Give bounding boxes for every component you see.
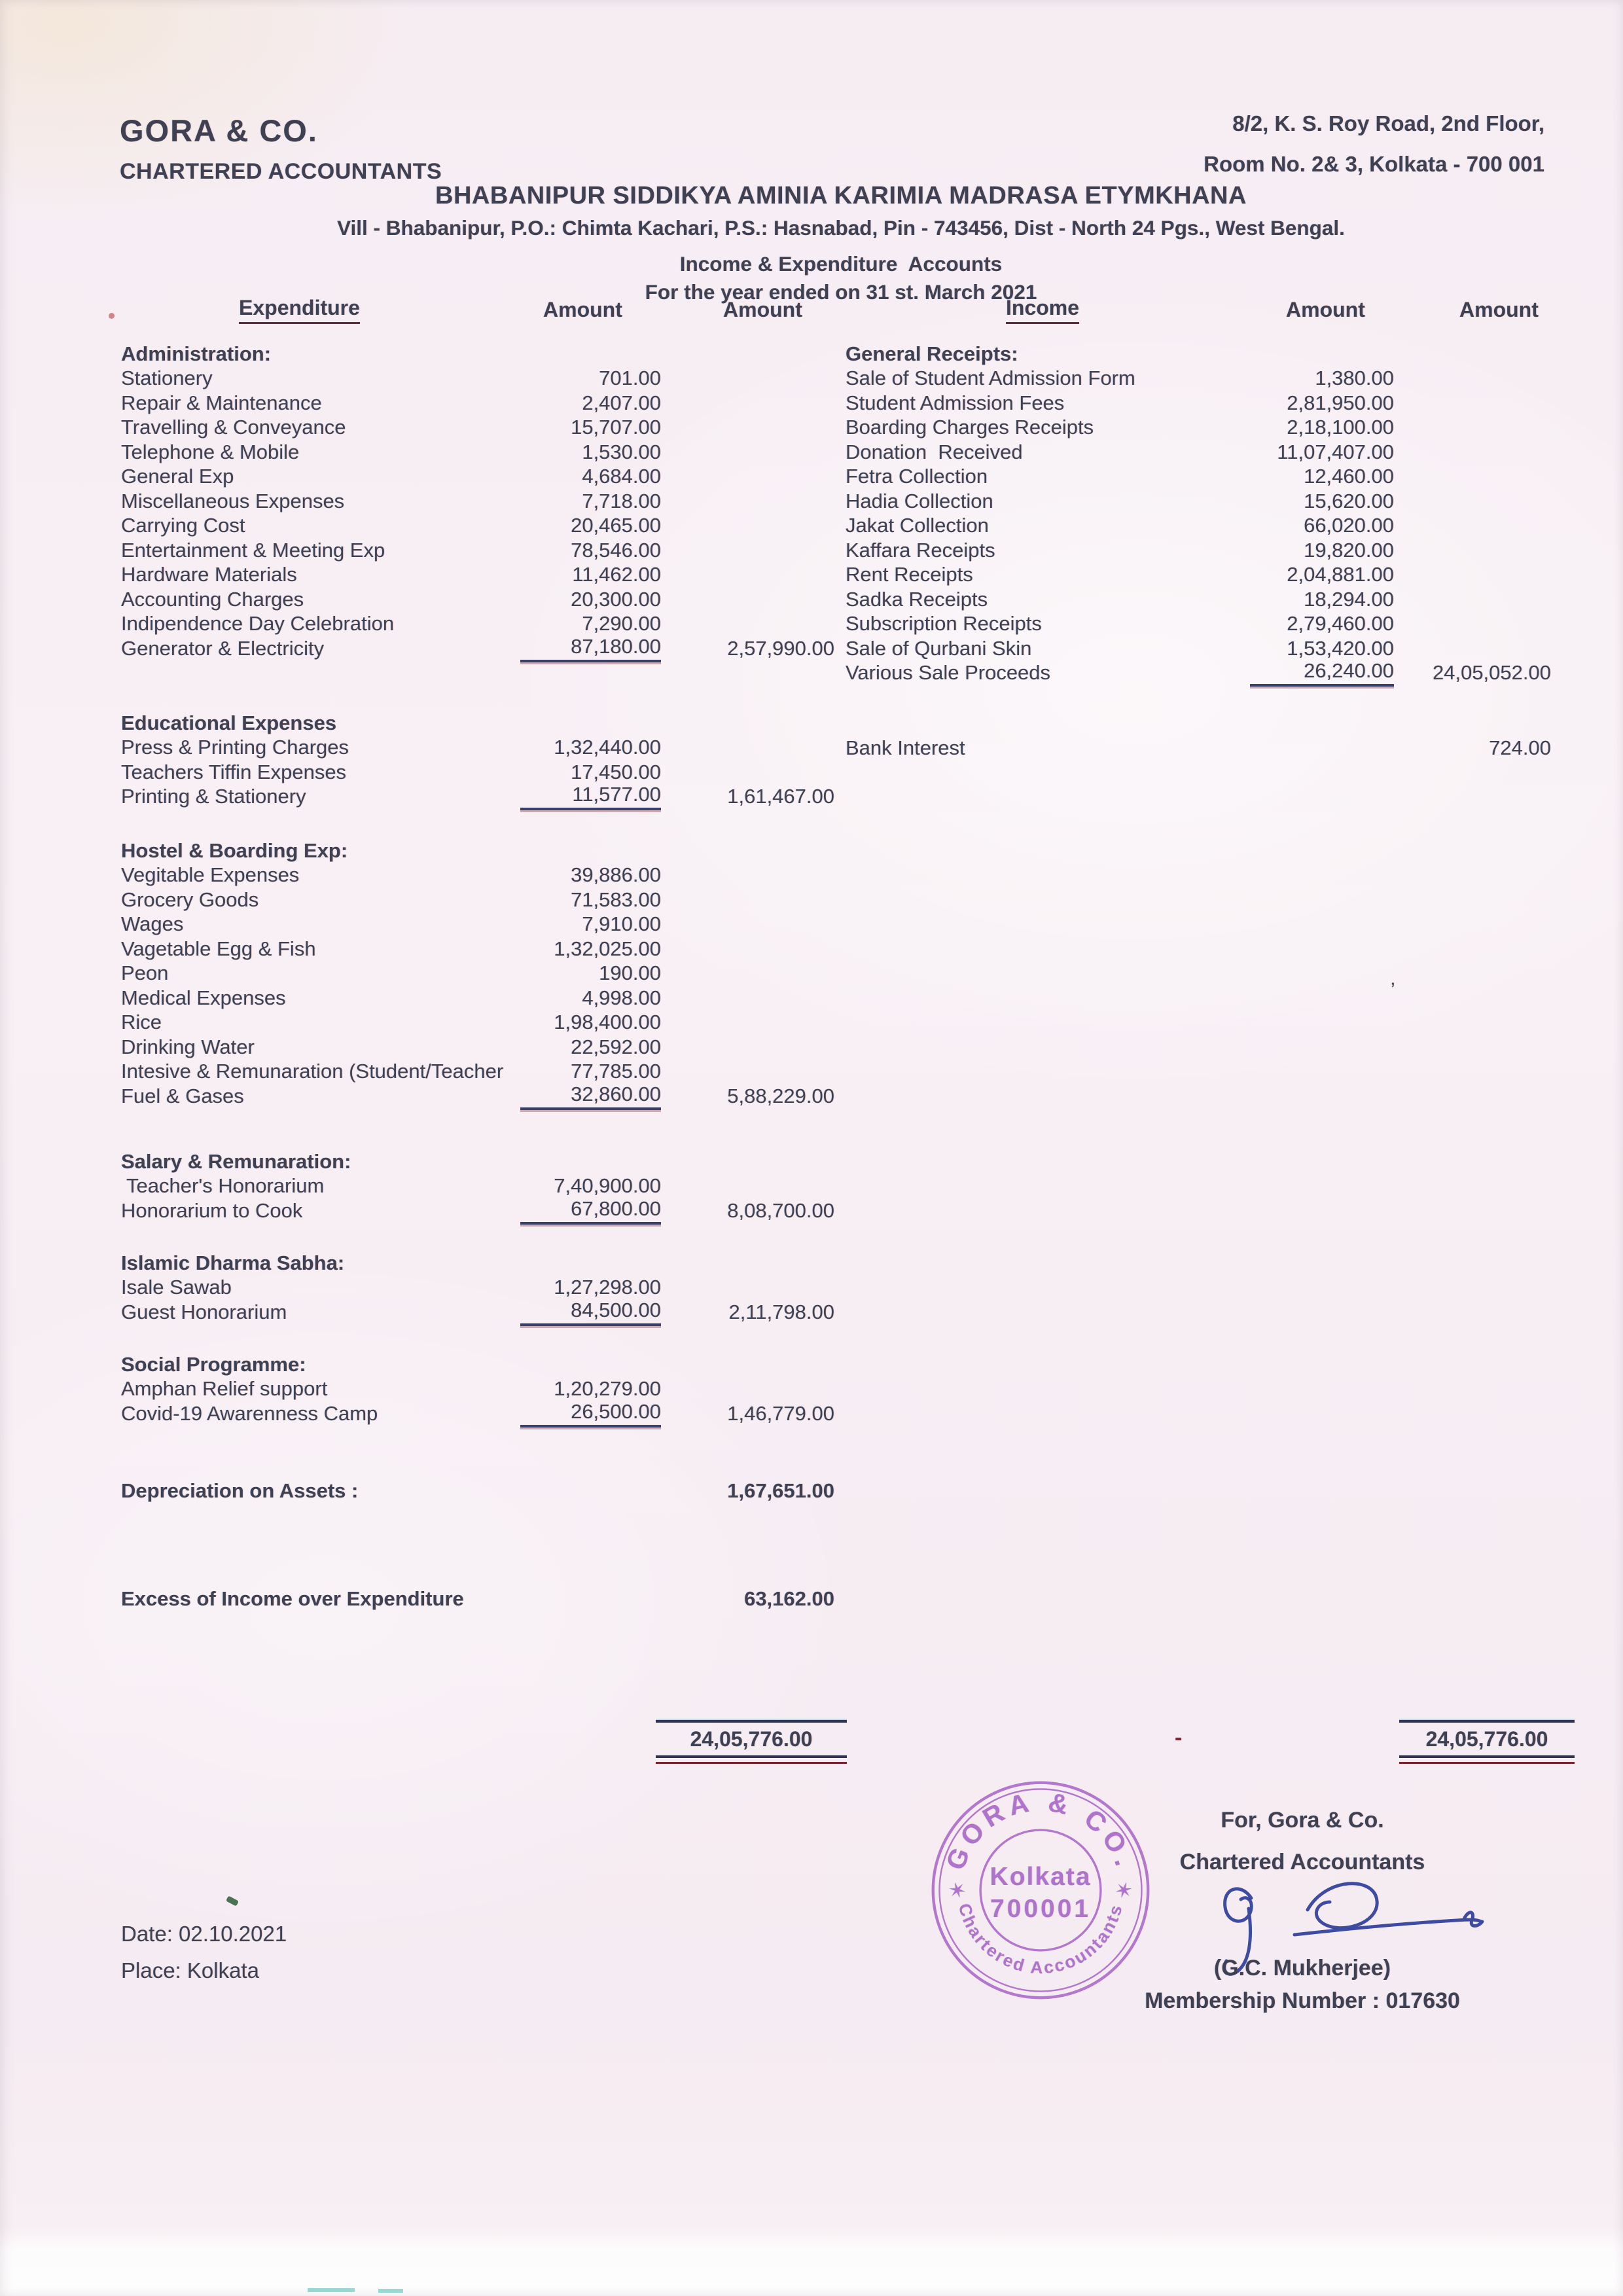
- row-amount: 26,500.00: [520, 1400, 661, 1427]
- row-amount: 1,380.00: [1315, 367, 1394, 390]
- row-amount: 2,81,950.00: [1287, 391, 1394, 414]
- excess-label: Excess of Income over Expenditure: [121, 1587, 464, 1610]
- ledger-row: [846, 440, 1551, 465]
- ledger-row: [121, 563, 834, 588]
- row-amount: 1,20,279.00: [554, 1377, 661, 1401]
- row-amount: 2,79,460.00: [1287, 612, 1394, 636]
- section-title: General Receipts:: [846, 342, 1018, 365]
- round-rubber-stamp: [925, 1775, 1156, 2005]
- ledger-row: [121, 636, 834, 661]
- row-amount: 1,32,440.00: [554, 736, 661, 759]
- section-header-row: [846, 342, 1551, 367]
- ledger-row: [846, 661, 1551, 686]
- row-label: Donation Received: [846, 440, 1023, 463]
- row-amount: 11,462.00: [572, 563, 661, 586]
- bank-interest-row: [846, 736, 1551, 761]
- row-amount: 7,290.00: [582, 612, 661, 636]
- column-header-amount-2: Amount: [723, 298, 802, 321]
- ledger-row: [121, 587, 834, 612]
- row-amount: 15,707.00: [571, 416, 661, 439]
- row-amount: 67,800.00: [520, 1197, 661, 1225]
- row-label: Guest Honorarium: [121, 1300, 287, 1323]
- bank-interest-amount: 724.00: [1489, 736, 1551, 759]
- statement-period: For the year ended on 31 st. March 2021: [645, 280, 1037, 304]
- ledger-row: [121, 1198, 834, 1223]
- firm-subtitle: CHARTERED ACCOUNTANTS: [120, 159, 442, 184]
- ledger-row: [121, 937, 834, 961]
- section-general-receipts: [846, 342, 1551, 685]
- section-header-row: [121, 711, 834, 736]
- signature-oval: [1308, 1884, 1377, 1928]
- row-label: Fuel & Gases: [121, 1084, 244, 1107]
- row-label: General Exp: [121, 465, 234, 488]
- row-amount: 11,07,407.00: [1277, 440, 1394, 463]
- row-label: Grocery Goods: [121, 888, 259, 911]
- signature-firm-line: Chartered Accountants: [1179, 1850, 1425, 1874]
- row-amount: 22,592.00: [571, 1035, 661, 1058]
- ledger-row: [121, 538, 834, 563]
- ledger-row: [846, 636, 1551, 661]
- row-label: Printing & Stationery: [121, 785, 306, 808]
- ledger-row: [846, 391, 1551, 416]
- section-salary-remuneration: [121, 1149, 834, 1223]
- ledger-row: [121, 465, 834, 490]
- signature-g-loop: [1225, 1889, 1252, 1921]
- total-rule-bottom2-left: [656, 1762, 847, 1764]
- row-label: Rice: [121, 1011, 162, 1034]
- excess-amount: 63,162.00: [744, 1587, 834, 1610]
- date-line: Date: 02.10.2021: [121, 1922, 287, 1946]
- row-label: Entertainment & Meeting Exp: [121, 538, 385, 562]
- total-rule-bottom1-right: [1399, 1755, 1575, 1758]
- section-header-row: [121, 1352, 834, 1377]
- total-rule-bottom1-left: [656, 1755, 847, 1758]
- ledger-row: [846, 563, 1551, 588]
- section-total: 24,05,052.00: [1432, 661, 1551, 685]
- section-educational-expenses: [121, 711, 834, 809]
- row-amount: 20,300.00: [571, 587, 661, 611]
- section-title: Administration:: [121, 342, 272, 365]
- row-label: Kaffara Receipts: [846, 538, 995, 562]
- row-label: Teachers Tiffin Expenses: [121, 760, 347, 783]
- row-label: Intesive & Remunaration (Student/Teacher: [121, 1060, 504, 1083]
- row-amount: 4,684.00: [582, 465, 661, 488]
- ledger-row: [846, 612, 1551, 637]
- row-label: Stationery: [121, 367, 213, 390]
- row-label: Teacher's Honorarium: [121, 1174, 325, 1198]
- row-amount: 1,98,400.00: [554, 1011, 661, 1034]
- ledger-row: [121, 736, 834, 761]
- row-label: Sadka Receipts: [846, 587, 988, 611]
- section-social-programme: [121, 1352, 834, 1426]
- ledger-row: [121, 1035, 834, 1060]
- section-title: Salary & Remunaration:: [121, 1149, 351, 1173]
- row-amount: 78,546.00: [571, 538, 661, 562]
- stamp-left-star-icon: ✶: [945, 1876, 971, 1906]
- row-label: Hadia Collection: [846, 489, 993, 512]
- row-label: Jakat Collection: [846, 514, 989, 537]
- row-label: Hardware Materials: [121, 563, 297, 586]
- ledger-row: [121, 1011, 834, 1035]
- row-label: Repair & Maintenance: [121, 391, 322, 414]
- row-label: Travelling & Conveyance: [121, 416, 346, 439]
- stamp-right-star-icon: ✶: [1111, 1876, 1136, 1906]
- row-amount: 4,998.00: [582, 986, 661, 1009]
- section-total: 2,11,798.00: [728, 1300, 834, 1323]
- row-amount: 2,04,881.00: [1287, 563, 1394, 586]
- excess-row: [121, 1587, 834, 1611]
- row-label: Covid-19 Awarenness Camp: [121, 1401, 378, 1425]
- organization-name: BHABANIPUR SIDDIKYA AMINIA KARIMIA MADRASA ETYMKHANA: [435, 182, 1247, 209]
- row-label: Indipendence Day Celebration: [121, 612, 395, 636]
- membership-number: Membership Number : 017630: [1145, 1988, 1460, 2013]
- row-label: Medical Expenses: [121, 986, 286, 1009]
- row-amount: 190.00: [599, 961, 661, 985]
- ledger-row: [846, 587, 1551, 612]
- column-header-amount-3: Amount: [1286, 298, 1365, 321]
- bank-interest-label: Bank Interest: [846, 736, 965, 759]
- row-label: Carrying Cost: [121, 514, 245, 537]
- row-amount: 20,465.00: [571, 514, 661, 537]
- section-header-row: [121, 1251, 834, 1276]
- row-amount: 17,450.00: [571, 760, 661, 783]
- ledger-row: [121, 986, 834, 1011]
- column-header-amount-1: Amount: [543, 298, 622, 321]
- ledger-row: [846, 367, 1551, 391]
- ledger-row: [121, 961, 834, 986]
- row-amount: 77,785.00: [571, 1060, 661, 1083]
- ledger-row: [121, 888, 834, 912]
- stamp-bottom-arc-text: Chartered Accountants: [954, 1901, 1127, 1978]
- row-label: Sale of Student Admission Form: [846, 367, 1135, 390]
- row-amount: 66,020.00: [1304, 514, 1394, 537]
- ledger-row: [121, 863, 834, 888]
- firm-name: GORA & CO.: [120, 113, 318, 148]
- income-grand-total-box: [1399, 1720, 1575, 1764]
- ledger-row: [121, 416, 834, 440]
- row-label: Subscription Receipts: [846, 612, 1042, 636]
- ledger-row: [121, 440, 834, 465]
- row-label: Vagetable Egg & Fish: [121, 937, 316, 960]
- ledger-row: [121, 1174, 834, 1199]
- row-label: Generator & Electricity: [121, 636, 325, 660]
- ledger-row: [121, 391, 834, 416]
- row-amount: 1,27,298.00: [554, 1276, 661, 1299]
- section-total: 1,46,779.00: [727, 1401, 834, 1425]
- ledger-row: [121, 1276, 834, 1300]
- total-rule-bottom2-right: [1399, 1762, 1575, 1764]
- ledger-row: [846, 489, 1551, 514]
- ledger-row: [121, 1300, 834, 1325]
- firm-address-line2: Room No. 2& 3, Kolkata - 700 001: [1204, 152, 1544, 176]
- ledger-row: [121, 912, 834, 937]
- row-amount: 1,32,025.00: [554, 937, 661, 960]
- section-hostel-boarding: [121, 838, 834, 1109]
- row-amount: 7,718.00: [582, 489, 661, 512]
- row-label: Peon: [121, 961, 169, 985]
- depreciation-row: [121, 1479, 834, 1503]
- firm-address-line1: 8/2, K. S. Roy Road, 2nd Floor,: [1232, 111, 1544, 135]
- scanner-teal-mark: [308, 2288, 355, 2292]
- row-amount: 71,583.00: [571, 888, 661, 911]
- signer-name: (G.C. Mukherjee): [1213, 1956, 1391, 1981]
- stamp-pin-text: 700001: [990, 1895, 1091, 1924]
- row-label: Drinking Water: [121, 1035, 255, 1058]
- row-label: Boarding Charges Receipts: [846, 416, 1094, 439]
- red-speck: [109, 313, 115, 319]
- row-label: Sale of Qurbani Skin: [846, 636, 1032, 660]
- ledger-row: [121, 1060, 834, 1085]
- row-amount: 18,294.00: [1304, 587, 1394, 611]
- ledger-row: [846, 465, 1551, 490]
- row-label: Telephone & Mobile: [121, 440, 300, 463]
- row-label: Rent Receipts: [846, 563, 973, 586]
- row-amount: 39,886.00: [571, 863, 661, 887]
- row-label: Student Admission Fees: [846, 391, 1065, 414]
- section-total: 5,88,229.00: [727, 1084, 834, 1107]
- organization-address: Vill - Bhabanipur, P.O.: Chimta Kachari, P.S.: Hasnabad, Pin - 743456, Dist - North 24 Pgs., West Bengal.: [337, 216, 1345, 240]
- ledger-row: [846, 514, 1551, 539]
- section-header-row: [121, 1149, 834, 1174]
- row-label: Various Sale Proceeds: [846, 661, 1051, 685]
- section-title: Hostel & Boarding Exp:: [121, 838, 348, 862]
- row-label: Vegitable Expenses: [121, 863, 300, 887]
- ledger-row: [121, 489, 834, 514]
- section-title: Islamic Dharma Sabha:: [121, 1251, 345, 1274]
- signature-for-line: For, Gora & Co.: [1221, 1808, 1384, 1833]
- row-amount: 1,53,420.00: [1287, 636, 1394, 660]
- row-amount: 26,240.00: [1250, 659, 1394, 687]
- expenditure-grand-total: 24,05,776.00: [690, 1727, 813, 1751]
- row-amount: 2,407.00: [582, 391, 661, 414]
- row-label: Accounting Charges: [121, 587, 304, 611]
- green-speck: [226, 1895, 239, 1906]
- stamp-city-text: Kolkata: [990, 1863, 1092, 1892]
- section-total: 8,08,700.00: [727, 1198, 834, 1222]
- row-amount: 7,910.00: [582, 912, 661, 936]
- section-total: 1,61,467.00: [727, 785, 834, 808]
- column-header-amount-4: Amount: [1459, 298, 1539, 321]
- row-amount: 2,18,100.00: [1287, 416, 1394, 439]
- ledger-row: [121, 612, 834, 637]
- stamp-top-arc-text: GORA & CO.: [940, 1786, 1141, 1874]
- row-amount: 32,860.00: [520, 1083, 661, 1110]
- depreciation-amount: 1,67,651.00: [727, 1479, 834, 1502]
- section-title: Social Programme:: [121, 1352, 306, 1376]
- column-header-expenditure: [239, 296, 360, 320]
- row-amount: 19,820.00: [1304, 538, 1394, 562]
- ledger-row: [121, 1084, 834, 1109]
- ledger-row: [121, 1377, 834, 1402]
- section-header-row: [121, 342, 834, 367]
- pen-dash-mark: -: [1175, 1725, 1183, 1750]
- row-label: Press & Printing Charges: [121, 736, 349, 759]
- expenditure-header-text: Expenditure: [239, 296, 360, 324]
- row-amount: 7,40,900.00: [554, 1174, 661, 1198]
- section-title: Educational Expenses: [121, 711, 337, 734]
- ledger-row: [121, 785, 834, 810]
- row-amount: 87,180.00: [520, 635, 661, 662]
- row-amount: 12,460.00: [1304, 465, 1394, 488]
- ledger-row: [121, 760, 834, 785]
- row-amount: 1,530.00: [582, 440, 661, 463]
- row-label: Isale Sawab: [121, 1276, 232, 1299]
- ledger-row: [121, 1401, 834, 1426]
- row-amount: 84,500.00: [520, 1299, 661, 1326]
- section-header-row: [121, 838, 834, 863]
- depreciation-label: Depreciation on Assets :: [121, 1479, 359, 1502]
- row-amount: 11,577.00: [520, 783, 661, 810]
- row-label: Amphan Relief support: [121, 1377, 328, 1401]
- stray-apostrophe-mark: ’: [1391, 979, 1395, 1001]
- row-label: Wages: [121, 912, 184, 936]
- statement-title: Income & Expenditure Accounts: [679, 252, 1003, 276]
- section-administration: [121, 342, 834, 661]
- income-header-text: Income: [1006, 296, 1079, 324]
- scanner-teal-mark-2: [378, 2289, 403, 2293]
- row-label: Fetra Collection: [846, 465, 988, 488]
- ledger-row: [846, 416, 1551, 440]
- ledger-row: [121, 514, 834, 539]
- row-label: Miscellaneous Expenses: [121, 489, 345, 512]
- section-total: 2,57,990.00: [727, 636, 834, 660]
- ledger-row: [846, 538, 1551, 563]
- ledger-row: [121, 367, 834, 391]
- row-label: Honorarium to Cook: [121, 1198, 303, 1222]
- section-islamic-dharma-sabha: [121, 1251, 834, 1325]
- row-amount: 15,620.00: [1304, 489, 1394, 512]
- column-header-income: [1006, 296, 1079, 320]
- place-line: Place: Kolkata: [121, 1958, 259, 1982]
- expenditure-grand-total-box: [656, 1720, 847, 1764]
- income-grand-total: 24,05,776.00: [1425, 1727, 1548, 1751]
- row-amount: 701.00: [599, 367, 661, 390]
